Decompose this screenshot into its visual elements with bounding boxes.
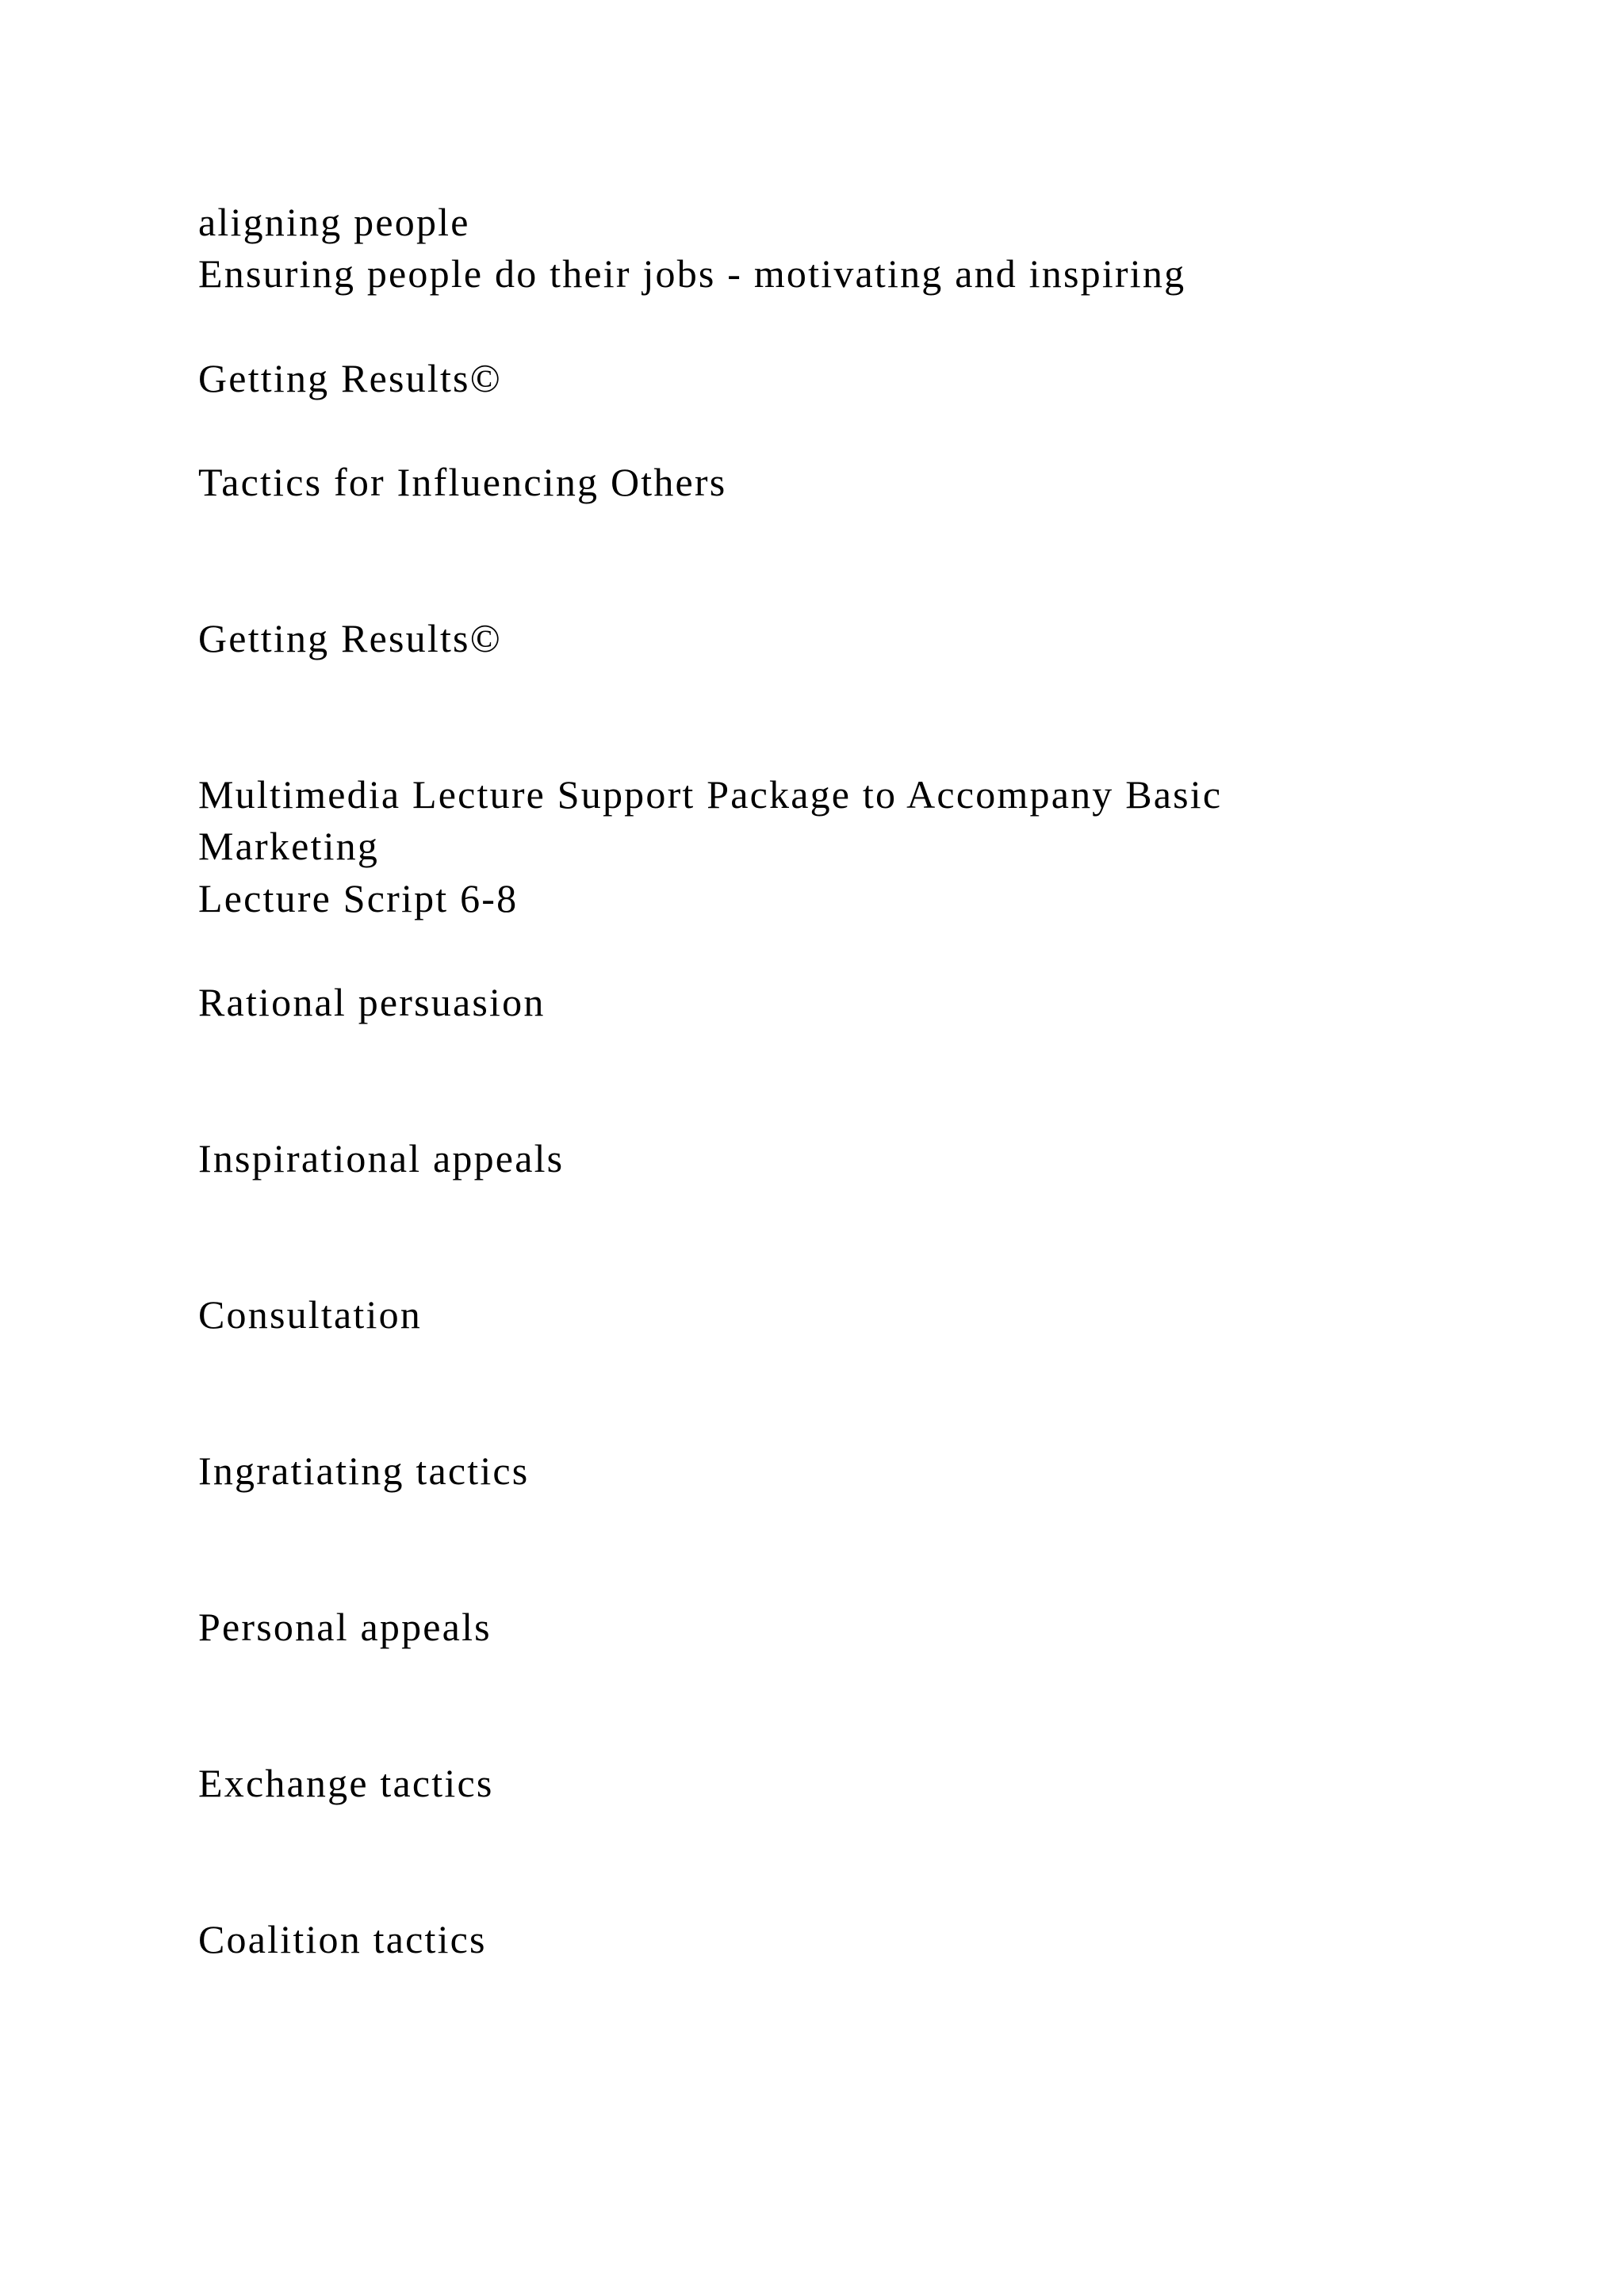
text-line-marketing: Marketing: [198, 824, 380, 868]
text-line-ensuring-people: Ensuring people do their jobs - motivating and inspiring: [198, 251, 1186, 296]
text-line-consultation: Consultation: [198, 1292, 422, 1337]
text-line-multimedia-package: Multimedia Lecture Support Package to Accompany Basic: [198, 772, 1223, 817]
text-line-tactics-heading: Tactics for Influencing Others: [198, 460, 727, 504]
text-line-ingratiating-tactics: Ingratiating tactics: [198, 1448, 530, 1493]
text-line-aligning-people: aligning people: [198, 200, 470, 244]
text-line-exchange-tactics: Exchange tactics: [198, 1761, 494, 1805]
text-line-lecture-script: Lecture Script 6-8: [198, 876, 519, 920]
text-line-personal-appeals: Personal appeals: [198, 1605, 492, 1649]
text-line-rational-persuasion: Rational persuasion: [198, 980, 546, 1024]
text-line-getting-results-2: Getting Results©: [198, 616, 502, 660]
text-line-inspirational-appeals: Inspirational appeals: [198, 1136, 565, 1181]
text-line-coalition-tactics: Coalition tactics: [198, 1917, 487, 1961]
text-line-getting-results-1: Getting Results©: [198, 356, 502, 400]
